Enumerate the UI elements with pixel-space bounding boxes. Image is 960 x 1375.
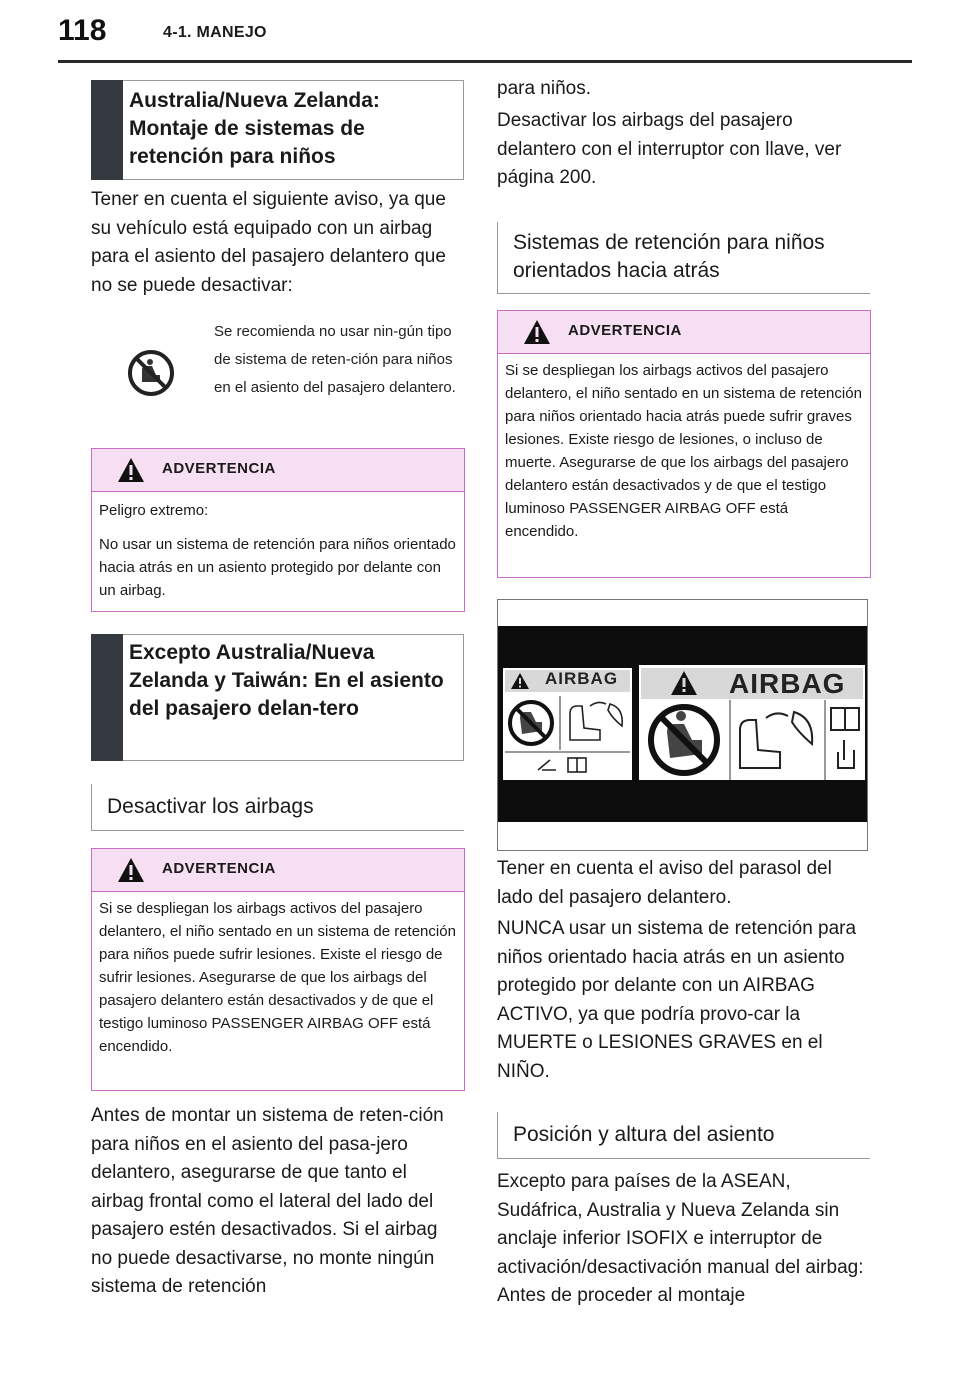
heading-bar bbox=[91, 634, 123, 761]
para-antes: Antes de montar un sistema de reten-ción para niños en el asiento del pasa-jero delantero, asegurarse de que tanto el airbag frontal como el lateral del lado del pasajero estén desactivados. Si el airbag no puede desactivarse, no monte ningún sistema de retención bbox=[91, 1105, 444, 1297]
note-text: Se recomienda no usar nin-gún tipo de sistema de reten-ción para niños en el asiento del pasajero delantero. bbox=[214, 323, 456, 396]
para-excepto: Excepto para países de la ASEAN, Sudáfrica, Australia y Nueva Zelanda sin anclaje inferior ISOFIX e interruptor de activación/desactivación manual del airbag: Antes de proceder al montaje bbox=[497, 1171, 864, 1306]
airbag-label-figure bbox=[497, 599, 868, 851]
airbag-label-large: AIRBAG bbox=[729, 668, 846, 699]
subhead-sistemas bbox=[497, 222, 870, 294]
subhead-posicion bbox=[497, 1112, 870, 1159]
no-rear-facing-seat-icon bbox=[510, 702, 552, 744]
page-number: 118 bbox=[58, 14, 107, 47]
warning-header bbox=[92, 849, 464, 892]
warning-label: ADVERTENCIA bbox=[162, 460, 276, 477]
warning-line-1: Peligro extremo: bbox=[99, 502, 209, 519]
warning-line-2: No usar un sistema de retención para niños orientado hacia atrás en un asiento protegido por delante con un airbag. bbox=[99, 536, 456, 599]
heading-australia-box bbox=[91, 80, 464, 180]
warning-box-3 bbox=[497, 310, 871, 578]
warning-label: ADVERTENCIA bbox=[162, 860, 276, 877]
subhead-rule bbox=[92, 830, 464, 831]
warning-text: Si se despliegan los airbags activos del pasajero delantero, el niño sentado en un sistema de retención para niños puede sufrir lesiones. Existe el riesgo de sufrir lesiones. Asegurarse de que los airbags del pasajero delantero están desactivados y de que el testigo luminoso PASSENGER AIRBAG OFF está encendido. bbox=[99, 900, 456, 1055]
airbag-label-small: AIRBAG bbox=[545, 669, 619, 688]
warning-text: Si se despliegan los airbags activos del pasajero delantero, el niño sentado en un sistema de retención para niños orientado hacia atrás puede sufrir graves lesiones. Existe riesgo de lesiones, o incluso de muerte. Asegurarse de que los airbags del pasajero delantero están desactivados y de que el testigo luminoso PASSENGER AIRBAG OFF está encendido. bbox=[505, 362, 862, 540]
warning-header bbox=[498, 311, 870, 354]
subhead-rule bbox=[498, 293, 870, 294]
header-rule bbox=[58, 60, 912, 63]
warning-triangle-icon bbox=[116, 456, 146, 489]
subhead-rule bbox=[498, 1158, 870, 1159]
para-parasol: Tener en cuenta el aviso del parasol del lado del pasajero delantero. bbox=[497, 858, 832, 908]
heading-excepto: Excepto Australia/Nueva Zelanda y Taiwán: En el asiento del pasajero delan-tero bbox=[129, 641, 444, 720]
subhead-posicion-text: Posición y altura del asiento bbox=[513, 1123, 775, 1146]
para-nunca: NUNCA usar un sistema de retención para niños orientado hacia atrás en un asiento protegido por delante con un AIRBAG ACTIVO, ya que podría provo-car la MUERTE o LESIONES GRAVES en el NIÑO. bbox=[497, 918, 857, 1082]
warning-triangle-icon bbox=[522, 318, 552, 351]
subhead-sistemas-text: Sistemas de retención para niños orientados hacia atrás bbox=[513, 231, 825, 282]
para-cont-1: para niños. bbox=[497, 78, 592, 99]
heading-bar bbox=[91, 80, 123, 180]
warning-header bbox=[92, 449, 464, 492]
heading-excepto-box bbox=[91, 634, 464, 761]
no-child-seat-icon bbox=[126, 348, 176, 398]
heading-australia: Australia/Nueva Zelanda: Montaje de sistemas de retención para niños bbox=[129, 89, 380, 168]
subhead-desactivar bbox=[91, 784, 464, 831]
warning-box-1 bbox=[91, 448, 465, 612]
warning-label: ADVERTENCIA bbox=[568, 322, 682, 339]
warning-box-2 bbox=[91, 848, 465, 1091]
para-intro: Tener en cuenta el siguiente aviso, ya que su vehículo está equipado con un airbag para el asiento del pasajero delantero que no se puede desactivar: bbox=[91, 189, 446, 296]
para-cont-2: Desactivar los airbags del pasajero delantero con el interruptor con llave, ver página 200. bbox=[497, 110, 842, 188]
subhead-desactivar-text: Desactivar los airbags bbox=[107, 795, 314, 818]
no-rear-facing-seat-icon bbox=[651, 707, 717, 773]
section-title: 4-1. MANEJO bbox=[163, 24, 267, 41]
warning-triangle-icon bbox=[116, 856, 146, 889]
